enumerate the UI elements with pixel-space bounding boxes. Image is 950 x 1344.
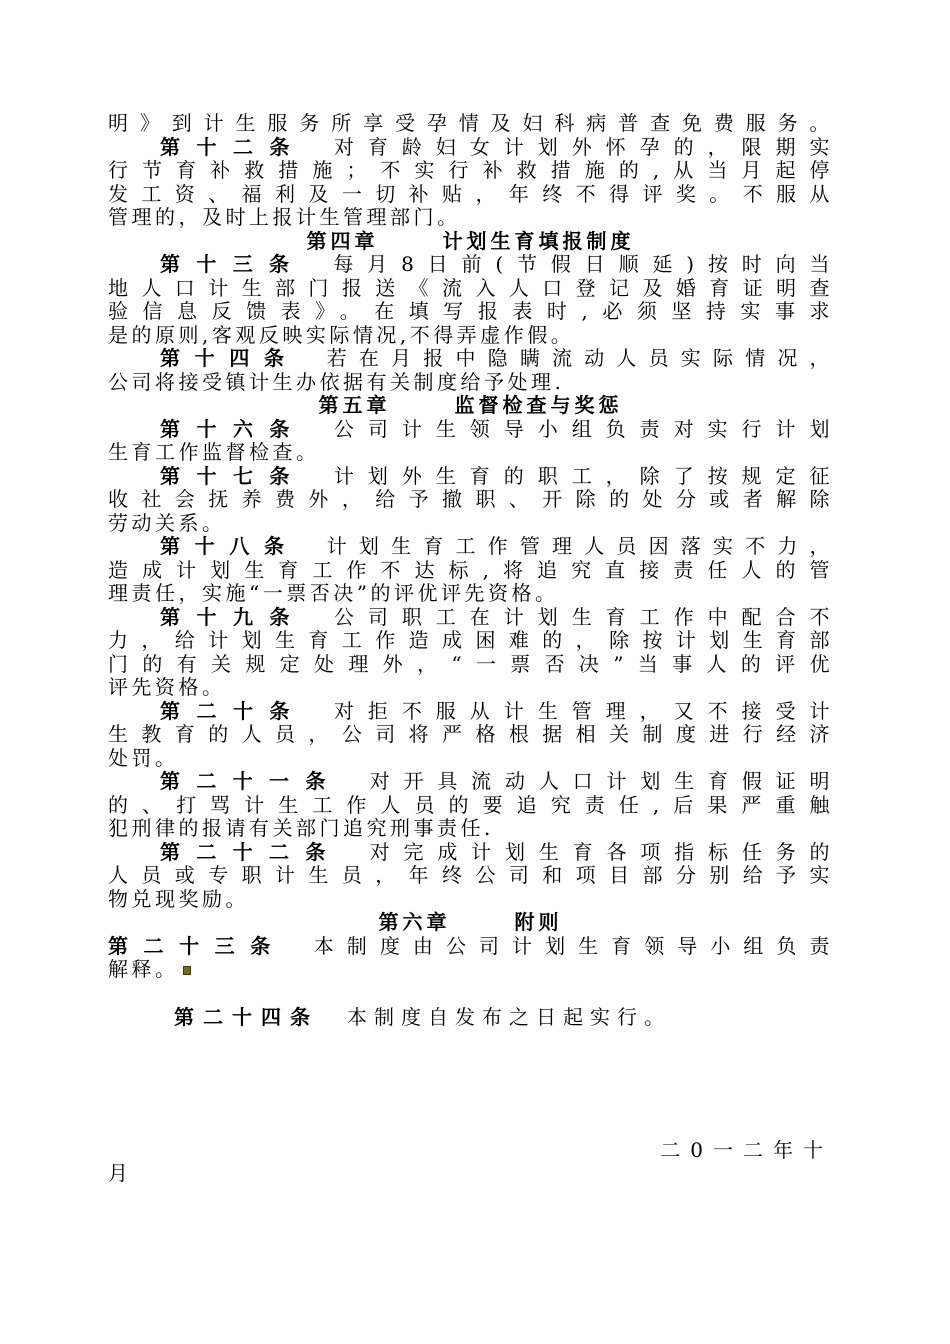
- chapter-4-number: 第四章: [306, 228, 379, 253]
- article-20-line-3: 处罚。: [108, 745, 179, 770]
- chapter-5-title: 监督检查与奖惩: [454, 393, 623, 417]
- article-16-line-1: [108, 418, 833, 442]
- chapter-6-title: 附则: [514, 910, 563, 934]
- article-21-line-2: 的、打骂计生工作人员的要追究责任,后果严重触: [108, 792, 833, 817]
- article-17-label: 第十七条: [160, 463, 306, 488]
- text-line: 明》到计生服务所享受孕情及妇科病普查免费服务。: [108, 111, 833, 135]
- article-23-line-2: [108, 958, 833, 982]
- article-16-text: 公司计生领导小组负责对实行计划: [333, 416, 834, 441]
- article-22-line-2: 人员或专职计生员，年终公司和项目部分别给予实: [108, 863, 833, 887]
- article-22-line-1: [108, 841, 833, 865]
- article-19-label: 第十九条: [160, 604, 306, 629]
- article-12-line-2: 行节育补救措施；不实行补救措施的,从当月起停: [108, 158, 833, 182]
- article-20-line-1: [108, 700, 833, 724]
- article-21-line-1: [108, 770, 833, 794]
- article-13-line-3: 验信息反馈表》。在填写报表时,必须坚持实事求: [108, 299, 833, 323]
- article-12-line-3: 发工资、福利及一切补贴，年终不得评奖。不服从: [108, 181, 833, 206]
- article-20-text: 对拒不服从计生管理，又不接受计: [333, 698, 834, 723]
- article-17-text: 计划外生育的职工，除了按规定征: [333, 463, 834, 488]
- article-19-text: 公司职工在计划生育工作中配合不: [333, 604, 834, 629]
- article-22-line-3: 物兑现奖励。: [108, 886, 249, 911]
- article-19-line-1: [108, 606, 833, 630]
- article-21-text: 对开具流动人口计划生育假证明: [369, 769, 834, 793]
- article-21-line-3: 犯刑律的报请有关部门追究刑事责任.: [108, 816, 494, 840]
- article-19-line-2: 力，给计划生育工作造成困难的，除按计划生育部: [108, 628, 833, 652]
- bookmark-marker-icon: [183, 966, 191, 975]
- article-18-line-3: 理责任，实施“一票否决”的评优评先资格。: [108, 581, 559, 605]
- article-13-line-4: 是的原则,客观反映实际情况,不得弄虚作假。: [108, 322, 575, 347]
- article-14-label: 第十四条: [160, 346, 299, 370]
- article-18-label: 第十八条: [160, 534, 299, 558]
- article-24-line: [108, 1006, 833, 1030]
- article-18-line-2: 造成计划生育工作不达标,将追究直接责任人的管: [108, 557, 833, 582]
- article-13-text: 每月8日前(节假日顺延)按时向当: [333, 252, 833, 276]
- chapter-4-title: 计划生育填报制度: [442, 228, 635, 253]
- article-19-line-4: 评先资格。: [108, 675, 226, 699]
- chapter-5-heading: [108, 394, 833, 418]
- chapter-4-heading: [108, 230, 833, 254]
- article-22-text: 对完成计划生育各项指标任务的: [369, 839, 834, 864]
- article-14-line-2: 公司将接受镇计生办依据有关制度给予处理.: [108, 369, 565, 394]
- article-14-line-1: [108, 347, 833, 371]
- article-18-text: 计划生育工作管理人员因落实不力，: [326, 534, 834, 558]
- article-13-line-2: 地人口计生部门报送《流入人口登记及婚育证明查: [108, 275, 833, 300]
- spacer: [108, 982, 833, 1006]
- article-13-line-1: [108, 253, 833, 277]
- article-17-line-2: 收社会抚养费外，给予撤职、开除的处分或者解除: [108, 487, 833, 511]
- article-24-text: 本制度自发布之日起实行。: [347, 1004, 671, 1029]
- article-23-text: 本制度由公司计划生育领导小组负责: [313, 933, 833, 958]
- article-22-label: 第二十二条: [160, 839, 342, 864]
- chapter-6-number: 第六章: [378, 910, 451, 934]
- article-16-label: 第十六条: [160, 416, 306, 441]
- article-19-line-3: 门的有关规定处理外，“一票否决”当事人的评优: [108, 651, 833, 676]
- article-23-line-1: [108, 935, 833, 959]
- article-16-line-2: 生育工作监督检查。: [108, 440, 320, 464]
- article-23-label: 第二十三条: [108, 933, 286, 958]
- article-12-line-4: 管理的，及时上报计生管理部门。: [108, 205, 461, 229]
- article-23-text-end: 解释。: [108, 957, 179, 981]
- chapter-6-heading: [108, 911, 833, 935]
- article-13-label: 第十三条: [160, 252, 306, 276]
- article-17-line-3: 劳动关系。: [108, 510, 226, 535]
- article-18-line-1: [108, 535, 833, 559]
- document-page: [108, 112, 833, 1029]
- chapter-5-number: 第五章: [318, 393, 391, 417]
- date-line-1: 二0一二年十: [660, 1138, 833, 1162]
- article-12-text: 对育龄妇女计划外怀孕的，限期实: [333, 134, 834, 159]
- article-14-text: 若在月报中隐瞒流动人员实际情况，: [326, 346, 834, 370]
- article-12-line-1: [108, 136, 833, 160]
- article-20-label: 第二十条: [160, 698, 306, 723]
- article-24-label: 第二十四条: [174, 1004, 319, 1029]
- article-20-line-2: 生教育的人员，公司将严格根据相关制度进行经济: [108, 722, 833, 746]
- article-17-line-1: [108, 465, 833, 489]
- article-12-label: 第十二条: [160, 134, 306, 159]
- date-line-2: 月: [108, 1161, 128, 1185]
- article-21-label: 第二十一条: [160, 769, 342, 793]
